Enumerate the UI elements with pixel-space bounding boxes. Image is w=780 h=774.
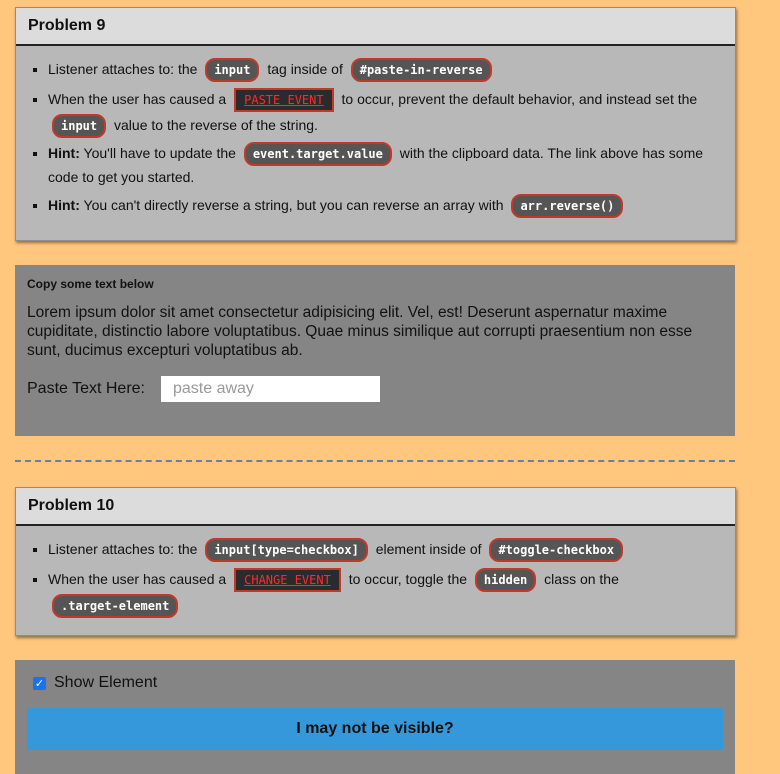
problem-9-title: Problem 9 <box>16 8 735 46</box>
list-item: ▪ When the user has caused a PASTE EVENT to occur, prevent the default behavior, and instead set the input value to the reverse of the string. <box>48 86 717 138</box>
problem-10-card <box>15 487 736 636</box>
target-element: I may not be visible? <box>27 708 723 750</box>
list-item: ▪ Listener attaches to: the input[type=checkbox] element inside of #toggle-checkbox <box>48 536 717 562</box>
paste-row <box>27 376 723 402</box>
problem-10-list <box>16 526 735 628</box>
list-item: ▪ When the user has caused a CHANGE EVENT to occur, toggle the hidden class on the .target-element <box>48 566 717 618</box>
copy-heading: Copy some text below <box>27 277 154 291</box>
code-input: input <box>52 114 106 138</box>
paste-in-reverse-panel <box>15 265 735 436</box>
problem-9-list <box>16 46 735 228</box>
problem-10-title: Problem 10 <box>16 488 735 526</box>
code-input: input <box>205 58 259 82</box>
list-item: ▪ Hint: You can't directly reverse a string, but you can reverse an array with arr.reverse() <box>48 192 717 218</box>
paste-input[interactable]: paste away <box>161 376 380 402</box>
show-element-checkbox[interactable]: ✓ <box>34 677 45 690</box>
checkbox-label: Show Element <box>54 674 158 691</box>
section-divider <box>15 460 735 462</box>
code-arr-reverse: arr.reverse() <box>511 194 623 218</box>
paste-event-link[interactable]: PASTE EVENT <box>234 88 333 112</box>
list-item: ▪ Listener attaches to: the input tag inside of #paste-in-reverse <box>48 56 717 82</box>
paste-label: Paste Text Here: <box>27 380 145 397</box>
checkbox-row <box>27 674 723 692</box>
lorem-text: Lorem ipsum dolor sit amet consectetur adipisicing elit. Vel, est! Deserunt aspernatur maxime cupiditate, distinctio labore voluptatibus. Quae minus similique aut corrupti praesentium non esse sunt, ducimus excepturi voluptatibus ab. <box>27 304 693 359</box>
toggle-checkbox-panel <box>15 660 735 774</box>
list-item: ▪ Hint: You'll have to update the event.target.value with the clipboard data. The link above has some code to get you started. <box>48 142 717 188</box>
code-hidden: hidden <box>475 568 536 592</box>
code-paste-in-reverse: #paste-in-reverse <box>351 58 492 82</box>
code-toggle-checkbox: #toggle-checkbox <box>489 538 623 562</box>
code-target-element: .target-element <box>52 594 178 618</box>
problem-9-card <box>15 7 736 241</box>
code-event-target-value: event.target.value <box>244 142 392 166</box>
change-event-link[interactable]: CHANGE EVENT <box>234 568 341 592</box>
code-input-checkbox: input[type=checkbox] <box>205 538 368 562</box>
